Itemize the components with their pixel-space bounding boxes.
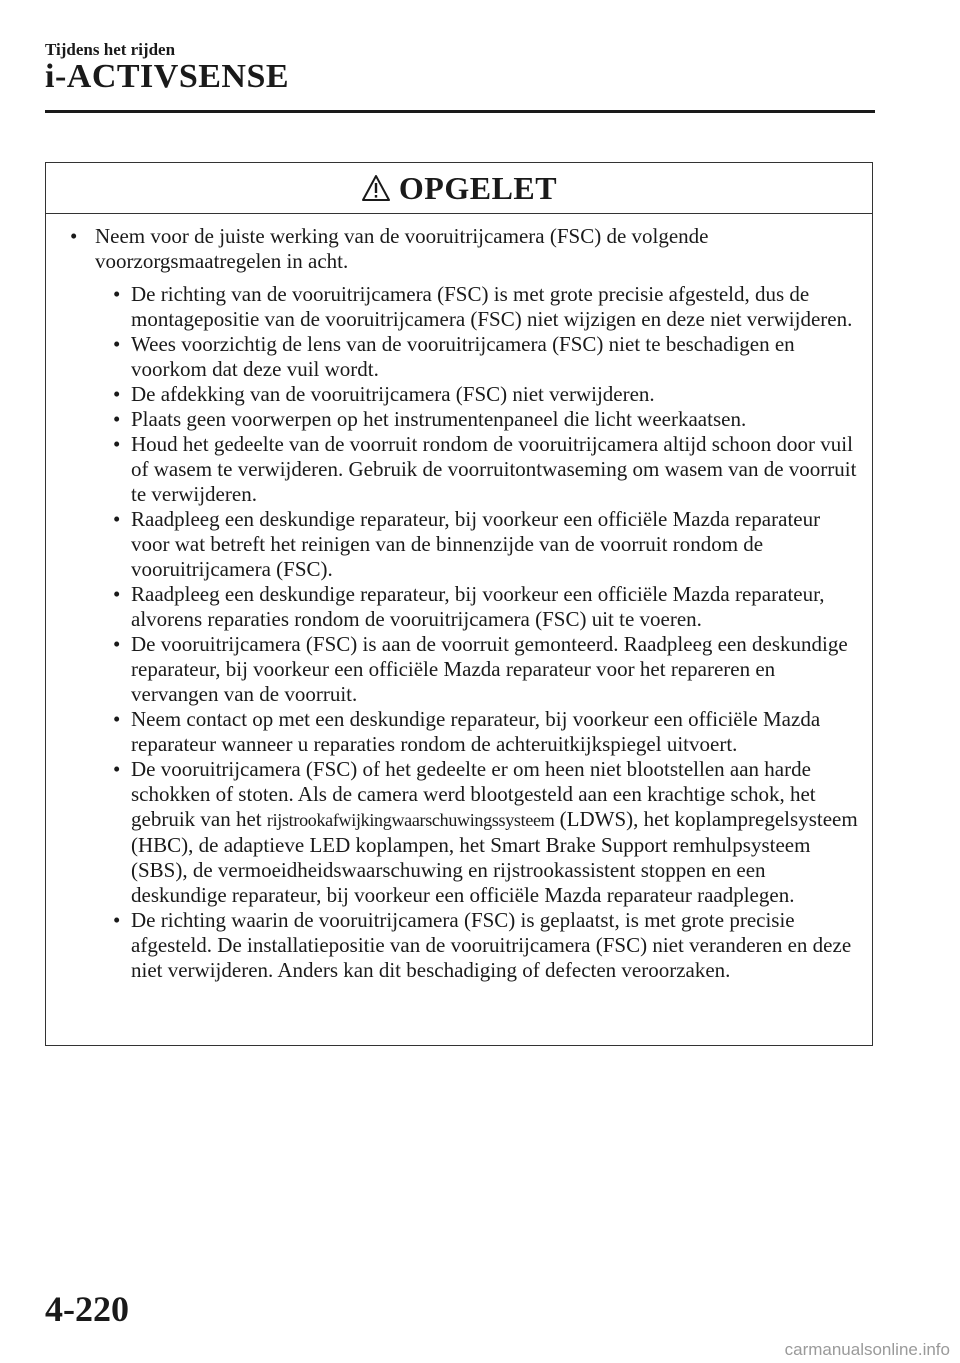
section-label: Tijdens het rijden bbox=[45, 40, 176, 59]
caution-box bbox=[45, 162, 873, 1046]
list-item: • De afdekking van de vooruitrijcamera (FSC) niet verwijderen. bbox=[113, 382, 655, 406]
chapter-title: i-ACTIVSENSE bbox=[45, 58, 290, 95]
watermark: carmanualsonline.info bbox=[784, 1340, 950, 1359]
list-item: • De vooruitrijcamera (FSC) is aan de voorruit gemonteerd. Raadpleeg een deskundige reparateur, bij voorkeur een officiële Mazda reparateur voor het repareren en vervangen van de voorruit. bbox=[113, 632, 848, 706]
bullet-icon: • bbox=[70, 224, 78, 248]
list-item: • Raadpleeg een deskundige reparateur, bij voorkeur een officiële Mazda reparateur voor wat betreft het reinigen van de binnenzijde van de voorruit rondom de vooruitrijcamera (FSC). bbox=[113, 507, 821, 581]
list-item: • Plaats geen voorwerpen op het instrumentenpaneel die licht weerkaatsen. bbox=[113, 407, 747, 431]
list-item: • Raadpleeg een deskundige reparateur, bij voorkeur een officiële Mazda reparateur, alvorens reparaties rondom de vooruitrijcamera (FSC) uit te voeren. bbox=[113, 582, 825, 631]
list-item: • De richting van de vooruitrijcamera (FSC) is met grote precisie afgesteld, dus de montagepositie van de vooruitrijcamera (FSC) niet wijzigen en deze niet verwijderen. bbox=[113, 282, 853, 331]
intro-item bbox=[70, 224, 862, 274]
list-item: • Wees voorzichtig de lens van de vooruitrijcamera (FSC) niet te beschadigen en voorkom dat deze vuil wordt. bbox=[113, 332, 795, 381]
list-item: • Houd het gedeelte van de voorruit rondom de vooruitrijcamera altijd schoon door vuil of wasem te verwijderen. Gebruik de voorruitontwaseming om wasem van de voorruit te verwijderen. bbox=[113, 432, 857, 506]
caution-body bbox=[46, 214, 872, 983]
warning-triangle-icon bbox=[361, 174, 391, 202]
caution-list bbox=[70, 282, 862, 983]
list-item: • De richting waarin de vooruitrijcamera (FSC) is geplaatst, is met grote precisie afgesteld. De installatiepositie van de vooruitrijcamera (FSC) niet veranderen en deze niet verwijderen. Anders kan dit beschadiging of defecten veroorzaken. bbox=[113, 908, 852, 982]
header-rule bbox=[45, 110, 875, 113]
list-item: • Neem contact op met een deskundige reparateur, bij voorkeur een officiële Mazda reparateur wanneer u reparaties rondom de achteruitkijkspiegel uitvoert. bbox=[113, 707, 821, 756]
page-number: 4-220 bbox=[45, 1289, 129, 1329]
caution-header bbox=[46, 163, 872, 214]
list-item: • De vooruitrijcamera (FSC) of het gedeelte er om heen niet blootstellen aan harde schokken of stoten. Als de camera werd blootgesteld aan een krachtige schok, het gebruik van het rijstrookafwijkingwaarschuwingssysteem (LDWS), het koplampregelsysteem (HBC), de adaptieve LED koplampen, het Smart Brake Support remhulpsysteem (SBS), de vermoeidheidswaarschuwing en rijstrookassistent stoppen en een deskundige reparateur, bij voorkeur een officiële Mazda reparateur raadplegen. bbox=[113, 757, 858, 907]
intro-text: Neem voor de juiste werking van de vooruitrijcamera (FSC) de volgende voorzorgsmaatregelen in acht. bbox=[95, 224, 709, 273]
caution-title: OPGELET bbox=[398, 169, 558, 206]
